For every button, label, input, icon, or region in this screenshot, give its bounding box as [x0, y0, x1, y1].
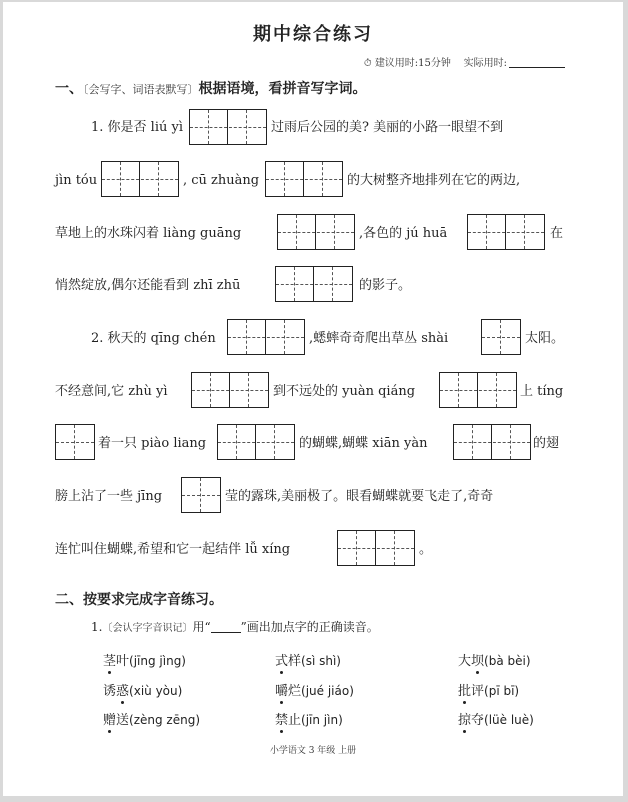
p2-line3a: 着一只 piào liang	[98, 436, 207, 451]
dotted-char: 批	[458, 680, 471, 699]
word-item[interactable]	[103, 680, 182, 699]
p2-line3b: 的蝴蝶,蝴蝶 xiān yàn	[299, 436, 428, 451]
answer-grid[interactable]	[265, 161, 343, 197]
word-item[interactable]	[275, 680, 354, 699]
section2-number: 二、	[55, 592, 83, 608]
p1-line3b: ,各色的 jú huā	[359, 226, 448, 241]
p2-line3c: 的翅	[533, 436, 560, 451]
word-item[interactable]	[103, 650, 186, 669]
p2-line5b: 。	[419, 542, 433, 557]
dotted-char: 赠	[103, 709, 116, 728]
suggested-time: 建议用时:15分钟	[374, 58, 451, 69]
answer-grid[interactable]	[101, 161, 179, 197]
word-item[interactable]	[275, 650, 341, 669]
answer-grid[interactable]	[481, 319, 521, 355]
answer-grid[interactable]	[217, 424, 295, 460]
answer-grid[interactable]	[181, 477, 221, 513]
p2-line5a: 连忙叫住蝴蝶,希望和它一起结伴 lǚ xíng	[55, 542, 291, 557]
word-char: 夺	[471, 713, 485, 728]
pinyin-options: (pī bī)	[484, 684, 520, 698]
pinyin-options: (xiù yòu)	[129, 684, 183, 698]
word-char: 样	[288, 654, 302, 669]
actual-time-label: 实际用时:	[463, 58, 507, 69]
p2-line2c: 上 tíng	[520, 384, 564, 399]
section1-number: 一、	[55, 81, 83, 97]
answer-grid[interactable]	[277, 214, 355, 250]
q1-instruction	[91, 619, 379, 637]
q1-post: ”画出加点字的正确读音。	[240, 620, 379, 634]
word-item[interactable]	[458, 709, 534, 728]
pinyin-options: (sì shì)	[301, 654, 341, 668]
word-char: 大	[458, 654, 472, 669]
section2-text: 按要求完成字音练习。	[83, 592, 223, 608]
dotted-char: 茎	[103, 650, 116, 669]
section2-heading	[55, 589, 223, 609]
p1-line2c: 的大树整齐地排列在它的两边,	[347, 173, 521, 188]
word-item[interactable]	[458, 680, 519, 699]
answer-grid[interactable]	[227, 319, 305, 355]
p2-line1a: 2. 秋天的 qīng chén	[91, 331, 216, 346]
actual-time-blank[interactable]	[509, 67, 565, 68]
word-item[interactable]	[458, 650, 531, 669]
pinyin-options: (zèng zēng)	[129, 713, 201, 727]
pinyin-options: (jīn jìn)	[301, 713, 343, 727]
p2-line4b: 莹的露珠,美丽极了。眼看蝴蝶就要飞走了,奇奇	[225, 489, 494, 504]
q1-pre: 用“	[192, 620, 211, 634]
p1-line3c: 在	[550, 226, 564, 241]
p1-line3a: 草地上的水珠闪着 liàng guāng	[55, 226, 242, 241]
pinyin-options: (jué jiáo)	[301, 684, 354, 698]
p1-line2b: , cū zhuàng	[183, 173, 260, 188]
dotted-char: 惑	[116, 680, 129, 699]
p1-line1a: 1. 你是否 liú yì	[91, 120, 183, 135]
clock-icon: ⏱	[363, 58, 372, 69]
time-meta	[364, 54, 565, 69]
underline-mark	[211, 632, 241, 633]
dotted-char: 坝	[471, 650, 484, 669]
pinyin-options: (jīng jìng)	[129, 654, 186, 668]
word-char: 评	[471, 684, 485, 699]
p2-line2a: 不经意间,它 zhù yì	[55, 384, 168, 399]
answer-grid[interactable]	[453, 424, 531, 460]
section1-tag: 〔会写字、词语表默写〕	[83, 83, 199, 96]
word-char: 叶	[116, 654, 130, 669]
answer-grid[interactable]	[337, 530, 415, 566]
dotted-char: 嚼	[275, 680, 288, 699]
dotted-char: 式	[275, 650, 288, 669]
word-item[interactable]	[275, 709, 343, 728]
answer-grid[interactable]	[467, 214, 545, 250]
page-title: 期中综合练习	[253, 24, 373, 45]
section1-text: 根据语境，看拼音写字词。	[198, 81, 367, 97]
word-char: 止	[288, 713, 302, 728]
p1-line4b: 的影子。	[359, 278, 412, 293]
q1-tag: 〔会认字字音识记〕	[102, 623, 193, 634]
worksheet-page	[3, 2, 623, 796]
word-char: 烂	[288, 684, 302, 699]
word-item[interactable]	[103, 709, 200, 728]
p1-line2a: jìn tóu	[55, 173, 98, 188]
p2-line2b: 到不远处的 yuàn qiáng	[273, 384, 416, 399]
p2-line1c: 太阳。	[525, 331, 565, 346]
pinyin-options: (bà bèi)	[484, 654, 531, 668]
p2-line4a: 膀上沾了一些 jīng	[55, 489, 163, 504]
answer-grid[interactable]	[55, 424, 95, 460]
answer-grid[interactable]	[189, 109, 267, 145]
answer-grid[interactable]	[275, 266, 353, 302]
dotted-char: 禁	[275, 709, 288, 728]
word-char: 诱	[103, 684, 117, 699]
p1-line4a: 悄然绽放,偶尔还能看到 zhī zhū	[55, 278, 241, 293]
p1-line1b: 过雨后公园的美? 美丽的小路一眼望不到	[271, 120, 504, 135]
answer-grid[interactable]	[439, 372, 517, 408]
answer-grid[interactable]	[191, 372, 269, 408]
dotted-char: 掠	[458, 709, 471, 728]
q1-number: 1.	[91, 620, 103, 634]
section1-heading	[55, 78, 367, 98]
page-footer: 小学语文 3 年级 上册	[269, 746, 357, 756]
pinyin-options: (lüè luè)	[484, 713, 534, 727]
word-char: 送	[116, 713, 130, 728]
p2-line1b: ,蟋蟀奇奇爬出草丛 shài	[309, 331, 449, 346]
